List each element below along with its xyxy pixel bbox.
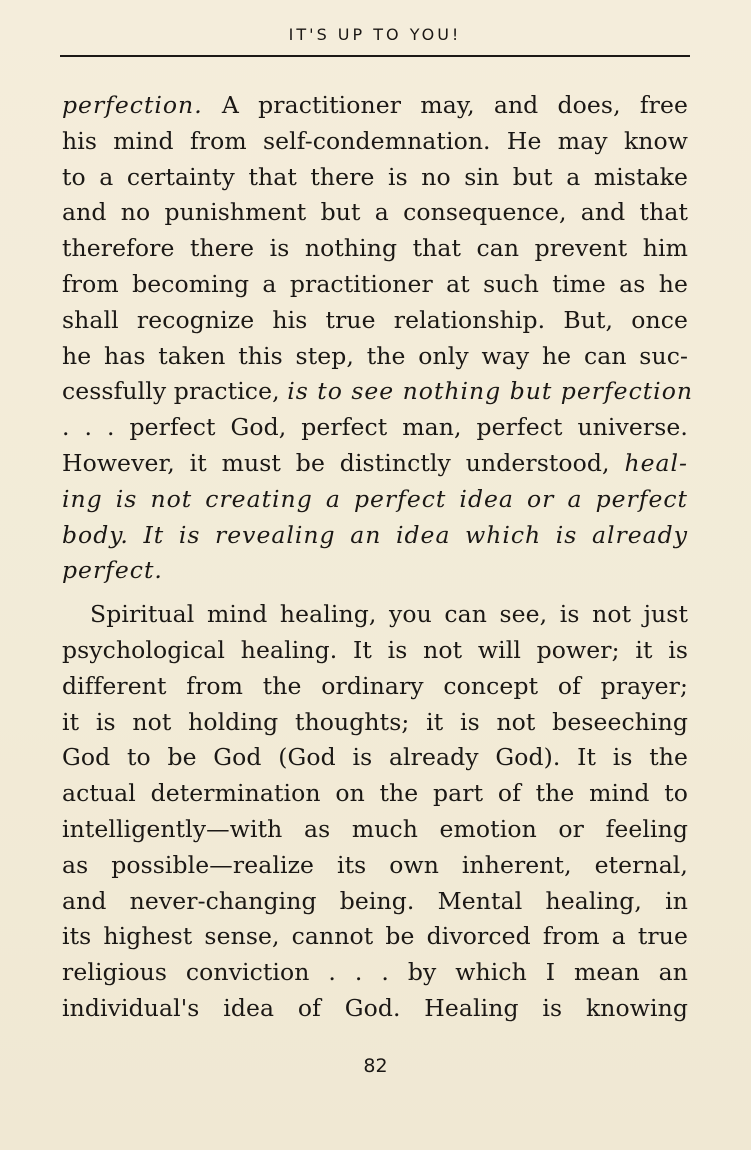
italic-text: heal- [624, 448, 688, 477]
text-line: actual determination on the part of the mind to [62, 779, 688, 808]
text-line: and no punishment but a consequence, and that [62, 198, 688, 227]
italic-text: is to see nothing but perfection [287, 377, 693, 406]
body-text [62, 88, 693, 1027]
text-line: shall recognize his true relationship. But, once [62, 305, 688, 334]
text-span: A practitioner may, and does, free [202, 91, 688, 119]
page-number: 82 [363, 1055, 388, 1077]
text-line: different from the ordinary concept of prayer; [62, 671, 688, 700]
text-line: he has taken this step, the only way he can suc- [62, 341, 688, 370]
text-span: cessfully practice, [62, 377, 288, 406]
paragraph-1 [62, 88, 693, 589]
text-line: therefore there is nothing that can prevent him [62, 234, 688, 263]
text-line: . . . perfect God, perfect man, perfect universe. [62, 413, 688, 442]
text-line [62, 374, 693, 410]
text-line: from becoming a practitioner at such time as he [62, 269, 688, 298]
text-line: and never-changing being. Mental healing, in [62, 886, 688, 915]
text-line: God to be God (God is already God). It is the [62, 743, 688, 772]
text-line: religious conviction . . . by which I mean an [62, 958, 688, 987]
text-line: it is not holding thoughts; it is not beseeching [62, 707, 688, 736]
text-line [62, 446, 688, 482]
text-line: Spiritual mind healing, you can see, is not just [90, 600, 688, 629]
text-line: his mind from self-condemnation. He may know [62, 126, 688, 155]
text-line: intelligently—with as much emotion or feeling [62, 814, 688, 843]
text-line: perfect. [62, 556, 163, 585]
italic-text: perfection. [62, 91, 203, 119]
text-line: ing is not creating a perfect idea or a perfect [62, 484, 688, 513]
text-line: psychological healing. It is not will power; it is [62, 635, 688, 664]
text-line: its highest sense, cannot be divorced from a true [62, 922, 688, 951]
text-line: body. It is revealing an idea which is already [62, 520, 688, 549]
text-span: However, it must be distinctly understood, [62, 448, 625, 477]
paragraph-2 [62, 597, 688, 1027]
paragraph-gap [62, 589, 688, 597]
header-rule [60, 55, 690, 57]
text-line [62, 88, 688, 124]
running-head: IT'S UP TO YOU! [288, 25, 462, 44]
text-line: to a certainty that there is no sin but a mistake [62, 162, 688, 191]
text-line: as possible—realize its own inherent, eternal, [62, 850, 688, 879]
text-line: individual's idea of God. Healing is knowing [62, 993, 688, 1022]
